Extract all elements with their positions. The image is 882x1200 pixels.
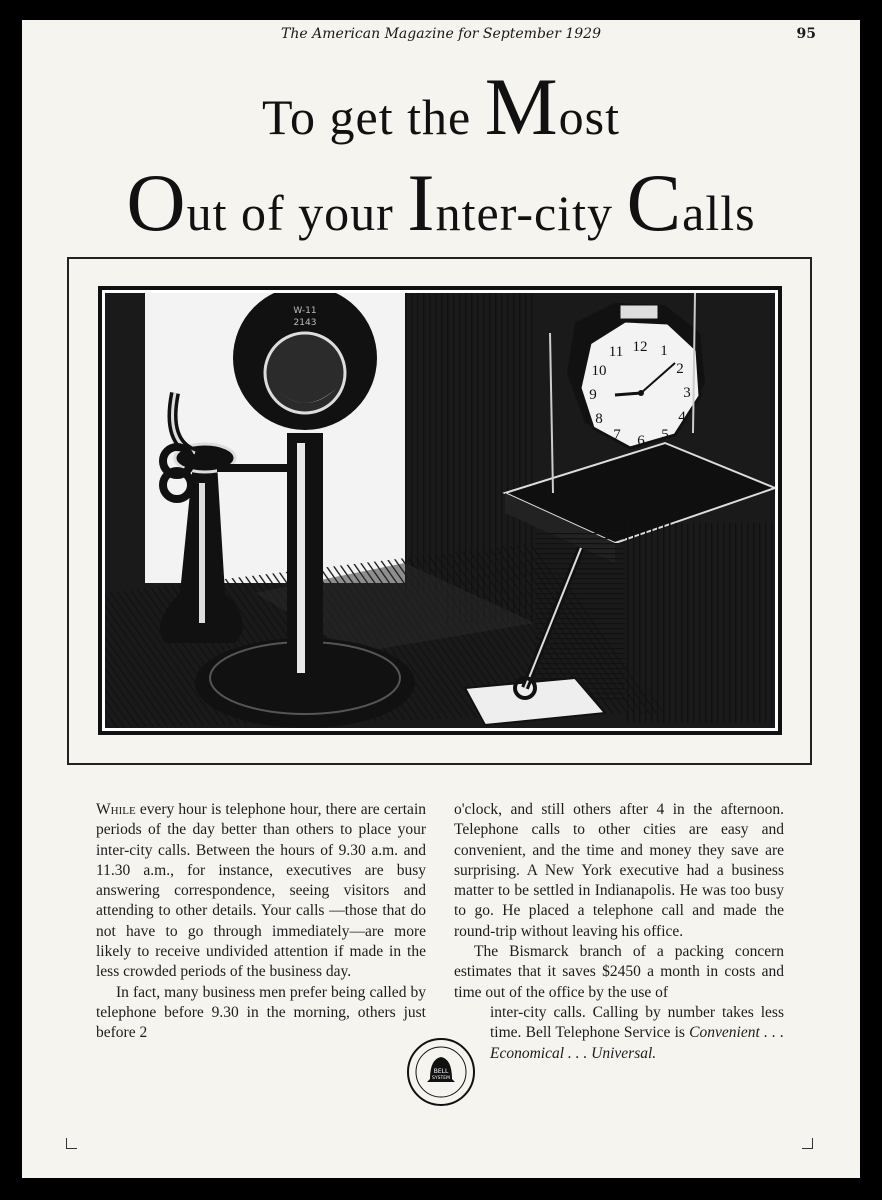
paragraph-4: The Bismarck branch of a packing concern estimates that it saves $2450 a month in costs and time out of the office by the use of bbox=[454, 943, 784, 1001]
clock-number-7: 7 bbox=[613, 427, 621, 443]
clock-hour-hand bbox=[615, 393, 641, 395]
clock-number-3: 3 bbox=[683, 385, 691, 401]
clock-number-5: 5 bbox=[661, 427, 669, 443]
clock-number-11: 11 bbox=[608, 344, 624, 360]
clock-number-6: 6 bbox=[637, 433, 645, 449]
headline bbox=[22, 61, 860, 248]
paragraph-1: While every hour is telephone hour, there are certain periods of the day better than others to place your inter-city calls. Between the hours of 9.30 a.m. and 11.30 a.m., for instance, executives are busy answering correspondence, seeing visitors and attending to other details. Your calls —those that do not have to go through immediately—are more likely to receive undivided attention if made in the less crowded periods of the business day. bbox=[96, 801, 426, 981]
clock-number-1: 1 bbox=[660, 343, 668, 359]
paragraph-4-wrap: inter-city calls. Calling by number takes less time. Bell Telephone Service is Convenient . . . Economical . . . Universal. bbox=[490, 1003, 785, 1062]
bell-system-seal bbox=[406, 1037, 476, 1107]
headline-line-2: Out of your Inter-city Calls bbox=[126, 157, 756, 248]
svg-text:BELL: BELL bbox=[433, 1068, 449, 1075]
clock-number-12: 12 bbox=[632, 339, 648, 355]
page-number: 95 bbox=[796, 26, 816, 42]
clock-number-2: 2 bbox=[676, 361, 684, 377]
clock-number-9: 9 bbox=[589, 387, 597, 403]
illustration bbox=[98, 286, 782, 735]
paragraph-2: In fact, many business men prefer being called by telephone before 9.30 in the morning, others just before 2 bbox=[96, 983, 426, 1042]
phone-label-line-1: W-11 bbox=[293, 306, 317, 316]
telephone-and-clock-illustration bbox=[105, 293, 775, 728]
phone-label-line-2: 2143 bbox=[293, 318, 317, 328]
svg-text:SYSTEM: SYSTEM bbox=[432, 1076, 450, 1081]
crop-mark-left bbox=[66, 1138, 77, 1149]
body-column-right bbox=[454, 800, 784, 1064]
clock-number-10: 10 bbox=[591, 363, 607, 379]
magazine-issue: The American Magazine for September 1929 bbox=[281, 26, 601, 42]
clock-number-8: 8 bbox=[595, 411, 603, 427]
magazine-page bbox=[22, 20, 860, 1178]
crop-mark-right bbox=[802, 1138, 813, 1149]
headline-line-1: To get the Most bbox=[262, 61, 620, 152]
tagline: Convenient . . . Economical . . . Universal. bbox=[490, 1024, 785, 1062]
illustration-frame bbox=[67, 257, 812, 765]
paragraph-3: o'clock, and still others after 4 in the afternoon. Telephone calls to other cities are easy and convenient, and the time and money they save are surprising. A New York executive had a business matter to be settled in Indianapolis. He was too busy to go. He placed a telephone call and made the round-trip without leaving his office. bbox=[454, 801, 784, 940]
body-column-left bbox=[96, 800, 426, 1044]
clock-number-4: 4 bbox=[678, 409, 686, 425]
